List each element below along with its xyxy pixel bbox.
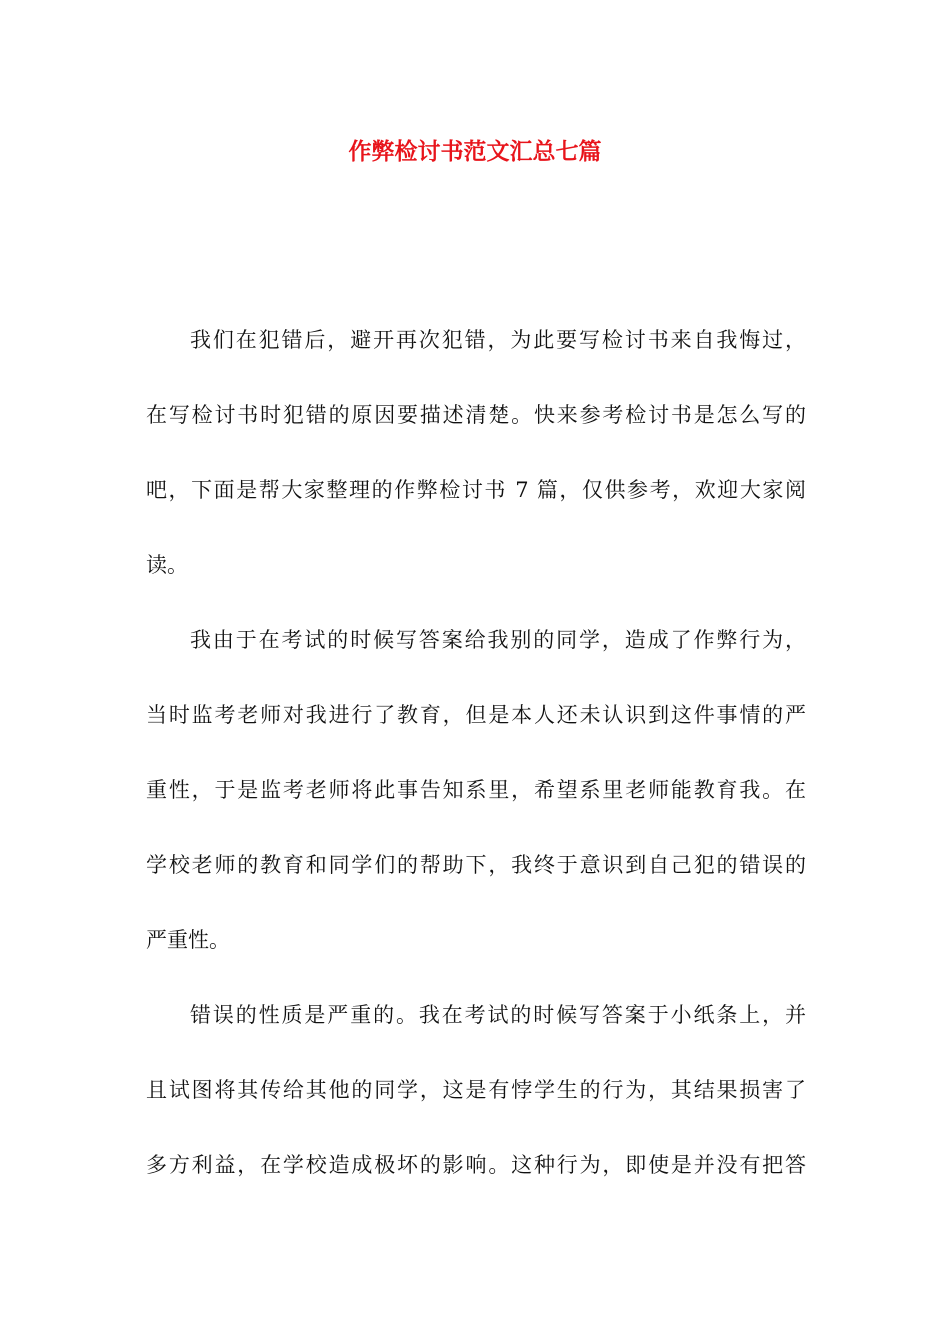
paragraph-line: 错误的性质是严重的。我在考试的时候写答案于小纸条上，并 bbox=[190, 1003, 806, 1027]
paragraph-line: 多方利益，在学校造成极坏的影响。这种行为，即使是并没有把答 bbox=[146, 1153, 806, 1177]
document-body bbox=[146, 319, 806, 1219]
paragraph-line: 吧，下面是帮大家整理的作弊检讨书 7 篇，仅供参考，欢迎大家阅 bbox=[146, 478, 806, 502]
paragraph-line: 当时监考老师对我进行了教育，但是本人还未认识到这件事情的严 bbox=[146, 703, 806, 727]
paragraph-line: 读。 bbox=[146, 553, 188, 577]
paragraph-line: 严重性。 bbox=[146, 928, 230, 952]
paragraph-line: 且试图将其传给其他的同学，这是有悖学生的行为，其结果损害了 bbox=[146, 1078, 806, 1102]
document-title: 作弊检讨书范文汇总七篇 bbox=[348, 138, 602, 165]
paragraph-line: 我由于在考试的时候写答案给我别的同学，造成了作弊行为， bbox=[190, 628, 806, 652]
paragraph-line: 重性，于是监考老师将此事告知系里，希望系里老师能教育我。在 bbox=[146, 778, 806, 802]
paragraph-line: 学校老师的教育和同学们的帮助下，我终于意识到自己犯的错误的 bbox=[146, 853, 806, 877]
paragraph-line: 我们在犯错后，避开再次犯错，为此要写检讨书来自我悔过， bbox=[190, 328, 806, 352]
paragraph-line: 在写检讨书时犯错的原因要描述清楚。快来参考检讨书是怎么写的 bbox=[146, 403, 806, 427]
